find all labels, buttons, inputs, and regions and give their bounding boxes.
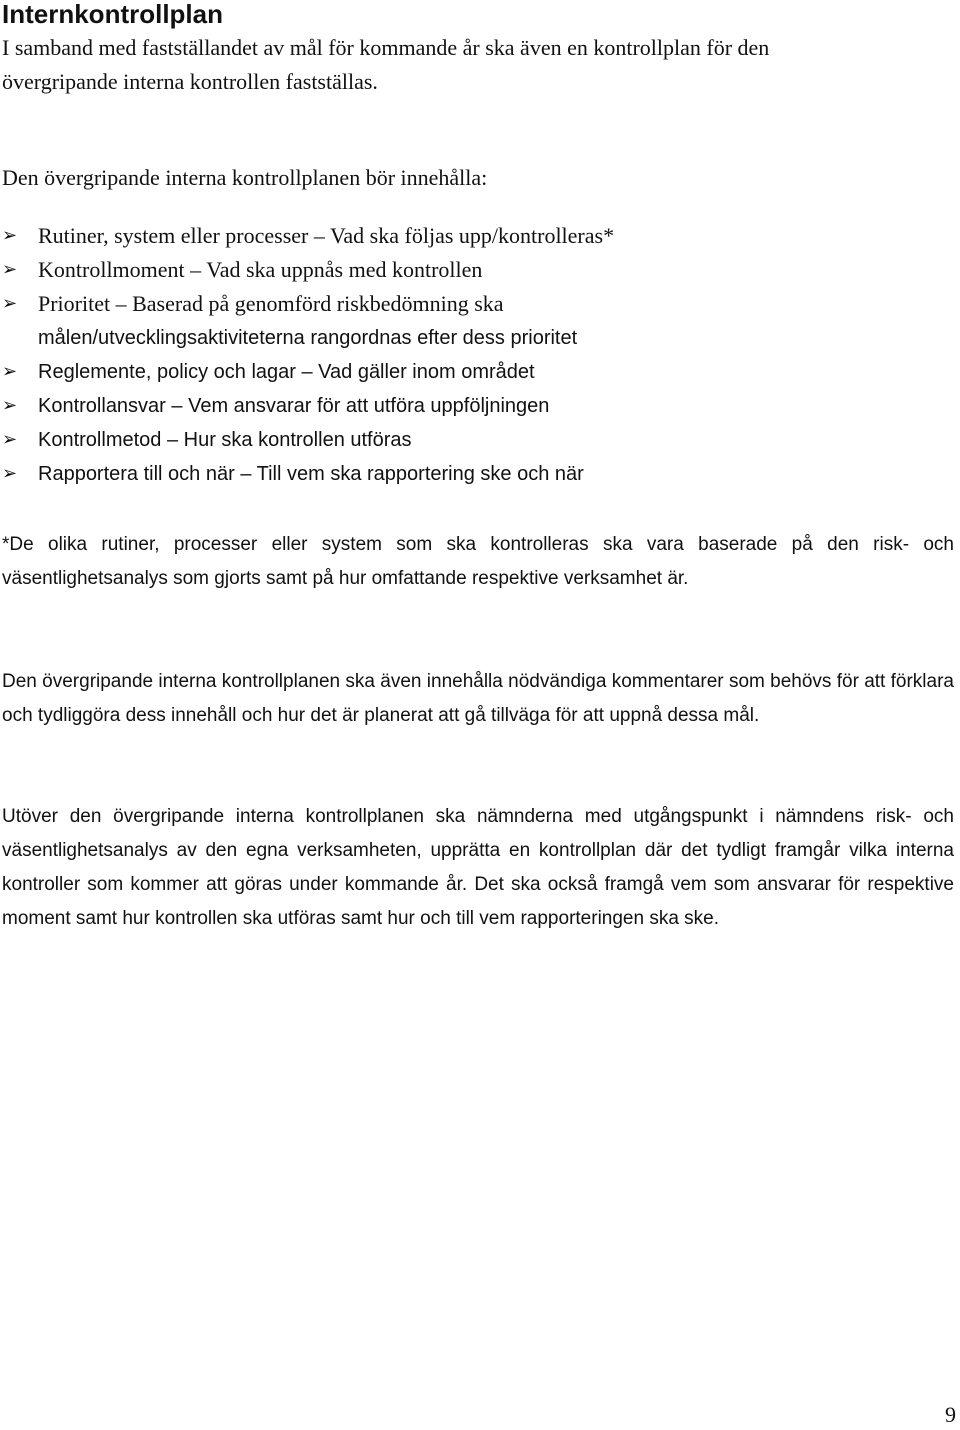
intro-line-1: I samband med fastställandet av mål för kommande år ska även en kontrollplan för den: [2, 35, 770, 60]
list-item-text: Kontrollmoment – Vad ska uppnås med kontrollen: [38, 257, 483, 282]
list-item: [0, 219, 960, 253]
list-item-text: Rapportera till och när – Till vem ska rapportering ske och när: [38, 463, 584, 485]
list-item-continuation: målen/utvecklingsaktiviteterna rangordnas efter dess prioritet: [38, 327, 578, 349]
list-item: [0, 287, 960, 355]
arrowhead-bullet-icon: ➢: [2, 361, 18, 382]
arrowhead-bullet-icon: ➢: [2, 463, 18, 484]
content-list: [0, 219, 960, 491]
arrowhead-bullet-icon: ➢: [2, 225, 18, 246]
arrowhead-bullet-icon: ➢: [2, 395, 18, 416]
page-title: Internkontrollplan: [2, 0, 223, 29]
list-item-text: Reglemente, policy och lagar – Vad gäller inom området: [38, 361, 535, 383]
arrowhead-bullet-icon: ➢: [2, 293, 18, 314]
intro-paragraph: [2, 31, 769, 99]
list-item: [0, 355, 960, 389]
arrowhead-bullet-icon: ➢: [2, 259, 18, 280]
list-item: [0, 389, 960, 423]
list-item: [0, 423, 960, 457]
list-lead-text: Den övergripande interna kontrollplanen bör innehålla:: [2, 165, 488, 190]
arrowhead-bullet-icon: ➢: [2, 429, 18, 450]
page-number: 9: [945, 1402, 956, 1427]
intro-line-2: övergripande interna kontrollen fastställas.: [2, 69, 378, 94]
list-item-text: Prioritet – Baserad på genomförd riskbedömning ska: [38, 291, 504, 316]
list-item-text: Rutiner, system eller processer – Vad ska följas upp/kontrolleras*: [38, 223, 615, 248]
body-paragraph-2: Utöver den övergripande interna kontrollplanen ska nämnderna med utgångspunkt i nämndens risk- och väsentlighetsanalys av den egna verksamheten, upprätta en kontrollplan där det tydligt framgår vilka interna kontroller som kommer att göras under kommande år. Det ska också framgå vem som ansvarar för respektive moment samt hur kontrollen ska utföras samt hur och till vem rapporteringen ska ske.: [2, 806, 954, 929]
list-item: [0, 457, 960, 491]
list-item: [0, 253, 960, 287]
footnote-paragraph: *De olika rutiner, processer eller system som ska kontrolleras ska vara baserade på den risk- och väsentlighetsanalys som gjorts samt på hur omfattande respektive verksamhet är.: [2, 534, 954, 589]
list-item-text: Kontrollansvar – Vem ansvarar för att utföra uppföljningen: [38, 395, 550, 417]
list-item-text: Kontrollmetod – Hur ska kontrollen utföras: [38, 429, 412, 451]
body-paragraph-1: Den övergripande interna kontrollplanen ska även innehålla nödvändiga kommentarer som behövs för att förklara och tydliggöra dess innehåll och hur det är planerat att gå tillväga för att uppnå dessa mål.: [2, 671, 954, 726]
